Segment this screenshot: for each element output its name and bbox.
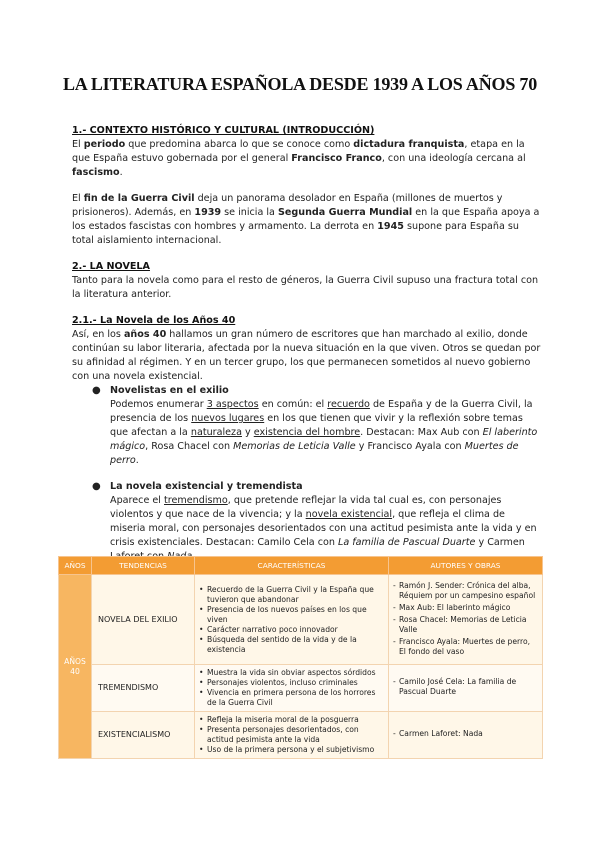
header-characteristics: CARACTERÍSTICAS xyxy=(195,557,389,575)
document-body xyxy=(72,124,542,564)
list-item xyxy=(72,384,542,468)
table-row xyxy=(59,575,543,665)
table-row xyxy=(59,712,543,759)
characteristics-cell: • Muestra la vida sin obviar aspectos sórdidos • Personajes violentos, incluso criminales • Vivencia en primera persona de los horrores de la Guerra Civil xyxy=(195,665,389,712)
characteristics-cell: • Refleja la miseria moral de la posguerra • Presenta personajes desorientados, con actitud pesimista ante la vida • Uso de la primera persona y el subjetivismo xyxy=(195,712,389,759)
novel-summary-table xyxy=(58,556,543,759)
authors-cell: - Ramón J. Sender: Crónica del alba, Réquiem por un campesino español - Max Aub: El laberinto mágico - Rosa Chacel: Memorias de Leticia Valle - Francisco Ayala: Muertes de perro, El fondo del vaso xyxy=(389,575,543,665)
section-1-paragraph-2: El fin de la Guerra Civil deja un panorama desolador en España (millones de muertos y prisioneros). Además, en 1939 se inicia la Segunda Guerra Mundial en la que España apoya a los estados fascistas con hombres y armamento. La derrota en 1945 supone para España su total aislamiento internacional. xyxy=(72,193,540,246)
bullet-2-text: Aparece el tremendismo, que pretende reflejar la vida tal cual es, con personajes violentos y que nace de la vivencia; y la novela existencial, que refleja el clima de miseria moral, con personajes desorientados con una actitud pesimista ante la vida y en crisis existenciales. Destacan: Camilo Cela con La familia de Pascual Duarte y Carmen xyxy=(110,495,537,548)
years-cell: AÑOS 40 xyxy=(59,575,92,759)
bullet-icon: ● xyxy=(92,481,101,492)
bullet-2-title: La novela existencial y tremendista xyxy=(110,481,303,492)
authors-cell: - Carmen Laforet: Nada xyxy=(389,712,543,759)
novel-bullet-list xyxy=(72,384,542,564)
section-2-paragraph: Tanto para la novela como para el resto de géneros, la Guerra Civil supuso una fractura total con la literatura anterior. xyxy=(72,275,539,300)
section-1-paragraph-1: El periodo que predomina abarca lo que se conoce como dictadura franquista, etapa en la que España estuvo gobernada por el general Francisco Franco, con una ideología cercana al fascismo. xyxy=(72,139,526,178)
characteristics-cell: • Recuerdo de la Guerra Civil y la España que tuvieron que abandonar • Presencia de los nuevos países en los que viven • Carácter narrativo poco innovador • Búsqueda del sentido de la vida y de la existencia xyxy=(195,575,389,665)
page-title: LA LITERATURA ESPAÑOLA DESDE 1939 A LOS AÑOS 70 xyxy=(62,74,538,94)
header-years: AÑOS xyxy=(59,557,92,575)
header-tendencies: TENDENCIAS xyxy=(92,557,195,575)
section-2-1-paragraph: Así, en los años 40 hallamos un gran número de escritores que han marchado al exilio, donde continúan su labor literaria, afectada por la nueva situación en la que viven. Otros se quedan por su afinidad al régimen. Y en un tercer grupo, los que permanecen sometidos al nuevo gobierno con una novela existencial. xyxy=(72,329,541,382)
header-authors: AUTORES Y OBRAS xyxy=(389,557,543,575)
section-2-1-heading: 2.1.- La Novela de los Años 40 xyxy=(72,315,236,326)
tendency-cell: EXISTENCIALISMO xyxy=(92,712,195,759)
authors-cell: - Camilo José Cela: La familia de Pascual Duarte xyxy=(389,665,543,712)
section-1-heading: 1.- CONTEXTO HISTÓRICO Y CULTURAL (INTRODUCCIÓN) xyxy=(72,125,375,136)
table-row xyxy=(59,665,543,712)
section-2-heading: 2.- LA NOVELA xyxy=(72,261,150,272)
bullet-1-title: Novelistas en el exilio xyxy=(110,385,229,396)
list-item xyxy=(72,480,542,564)
bullet-icon: ● xyxy=(92,385,101,396)
bullet-1-text: Podemos enumerar 3 aspectos en común: el recuerdo de España y de la Guerra Civil, la presencia de los nuevos lugares en los que tienen que vivir y la reflexión sobre temas que afectan a la naturaleza y existencia del hombre. Destacan: Max Aub con El laberinto mágico, Rosa Chacel con Memorias de Leticia Valle y Francisco Ayala con Muertes de perro. xyxy=(110,399,538,466)
tendency-cell: NOVELA DEL EXILIO xyxy=(92,575,195,665)
tendency-cell: TREMENDISMO xyxy=(92,665,195,712)
